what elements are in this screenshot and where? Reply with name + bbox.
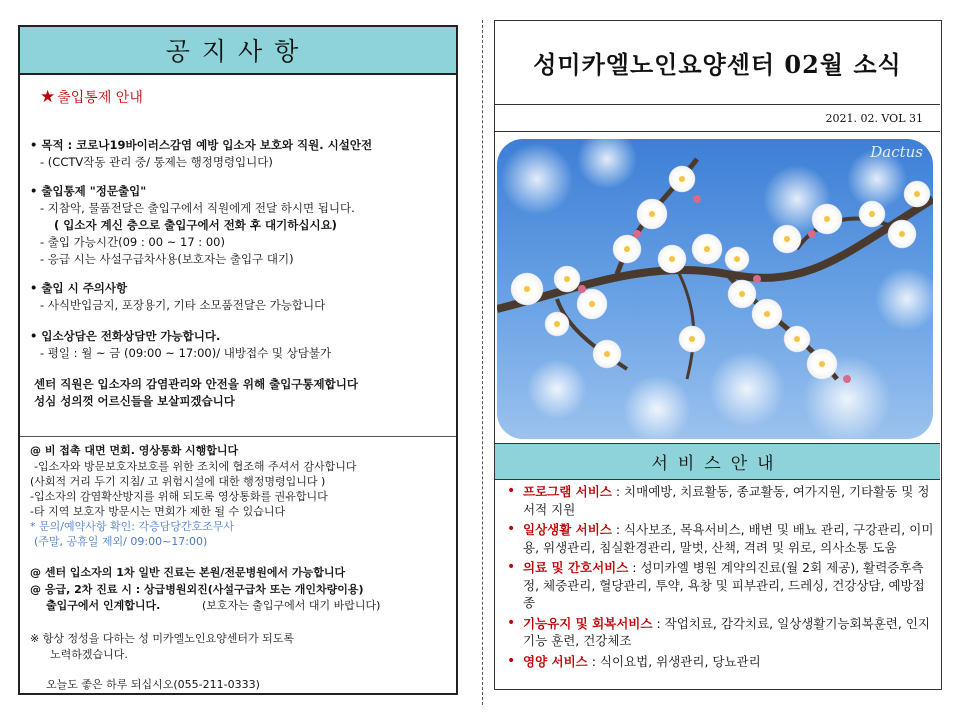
list-item — [503, 615, 935, 650]
notice-bottom-line: 출입구에서 인계합니다. — [46, 599, 161, 612]
list-item — [503, 483, 935, 518]
notice-line: - 응급 시는 사설구급차사용(보호자는 출입구 대기) — [40, 252, 294, 266]
notice-bottom-line: 오늘도 좋은 하루 되십시오(055-211-0333) — [46, 678, 260, 691]
notice-bottom-line: 노력하겠습니다. — [50, 648, 128, 661]
notice-bottom-line: -입소자의 감염확산방지를 위해 되도록 영상통화를 권유합니다 — [30, 490, 328, 503]
notice-line: • 출입 시 주의사항 — [30, 281, 128, 295]
notice-bottom-line: @ 센터 입소자의 1차 일반 진료는 본원/전문병원에서 가능합니다 — [30, 566, 346, 579]
service-name: 영양 서비스 — [523, 653, 588, 669]
notice-line: - 평일 : 월 ~ 금 (09:00 ~ 17:00)/ 내방접수 및 상담불가 — [40, 346, 332, 360]
list-item — [503, 521, 935, 556]
service-desc: : 식이요법, 위생관리, 당뇨관리 — [587, 653, 761, 669]
service-desc: : 식사보조, 목욕서비스, 배변 및 배뇨 관리, 구강관리, 이미용, 위생관리, 침실환경관리, 말벗, 산책, 격려 및 위로, 의사소통 도움 — [523, 522, 934, 555]
notice-bottom-line: (주말, 공휴일 제외/ 09:00~17:00) — [34, 535, 208, 548]
service-desc: : 성미카엘 병원 계약의진료(월 2회 제공), 활력증후측정, 체중관리, 혈당관리, 투약, 욕창 및 피부관리, 드레싱, 건강상담, 예방접종 — [523, 560, 925, 610]
notice-bottom-line: @ 응급, 2차 진료 시 : 상급병원외진(사설구급차 또는 개인차량이용) — [30, 583, 364, 596]
notice-entry-control — [20, 77, 456, 437]
issue-number: 2021. 02. VOL 31 — [825, 112, 923, 125]
notice-bottom-line: ※ 항상 정성을 다하는 성 미카엘노인요양센터가 되도록 — [30, 632, 294, 645]
notice-line: - 사식반입금지, 포장용기, 기타 소모품전달은 가능합니다 — [40, 298, 326, 312]
notice-line: • 출입통제 "정문출입" — [30, 184, 147, 198]
notice-line: • 목적 : 코로나19바이러스감염 예방 입소자 보호와 직원. 시설안전 — [30, 138, 373, 152]
newsletter-panel — [494, 20, 942, 690]
notice-subtitle-text: 출입통제 안내 — [57, 90, 143, 106]
notice-line: - 출입 가능시간(09 : 00 ~ 17 : 00) — [40, 235, 225, 249]
service-desc: : 작업치료, 감각치료, 일상생활기능회복훈련, 인지 기능 훈련, 건강체조 — [523, 615, 930, 648]
service-list — [503, 483, 935, 673]
page-divider — [482, 20, 483, 705]
notice-line: 성심 성의껏 어르신들을 보살피겠습니다 — [34, 394, 235, 408]
star-icon: ★ — [40, 87, 56, 107]
notice-bottom-line: @ 비 접촉 대면 면회. 영상통화 시행합니다 — [30, 444, 239, 457]
notice-bottom-line: * 문의/예약사항 확인: 각층담당간호조무사 — [30, 520, 235, 533]
notice-bottom-line: -타 지역 보호자 방문시는 면회가 제한 될 수 있습니다 — [30, 505, 286, 518]
plum-blossom-photo — [497, 139, 933, 439]
newsletter-title: 성미카엘노인요양센터 02월 소식 — [495, 21, 940, 105]
notice-subtitle — [40, 87, 143, 107]
notice-line: - 지참악, 물품전달은 출입구에서 직원에게 전달 하시면 됩니다. — [40, 201, 355, 215]
notice-line: ( 입소자 계신 층으로 출입구에서 전화 후 대기하십시요) — [54, 218, 337, 232]
service-name: 기능유지 및 회복서비스 — [523, 615, 653, 631]
notice-line: • 입소상담은 전화상담만 가능합니다. — [30, 329, 221, 343]
list-item — [503, 559, 935, 612]
notice-bottom-line: (사회적 거리 두기 지침/ 고 위험시설에 대한 행정명령입니다 ) — [30, 475, 326, 488]
notice-visit-info — [20, 437, 456, 693]
notice-bottom-line: (보호자는 출입구에서 대기 바랍니다) — [202, 599, 381, 612]
list-item — [503, 653, 935, 671]
notice-panel — [18, 25, 458, 695]
service-header: 서비스안내 — [495, 443, 940, 480]
service-name: 의료 및 간호서비스 — [523, 560, 629, 575]
service-name: 일상생활 서비스 — [523, 522, 612, 537]
issue-rule — [495, 131, 940, 132]
service-name: 프로그램 서비스 — [523, 484, 612, 499]
service-desc: : 치매예방, 치료활동, 종교활동, 여가지원, 기타활동 및 정서적 지원 — [523, 484, 930, 517]
notice-bottom-line: -입소자와 방문보호자보호를 위한 조치에 협조해 주셔서 감사합니다 — [34, 460, 357, 473]
notice-line: 센터 직원은 입소자의 감염관리와 안전을 위해 출입구통제합니다 — [34, 377, 358, 391]
notice-line: - (CCTV작동 관리 중/ 통제는 행정명령입니다) — [40, 155, 273, 169]
photo-watermark: Dactus — [870, 143, 923, 161]
notice-header: 공지사항 — [20, 27, 456, 75]
